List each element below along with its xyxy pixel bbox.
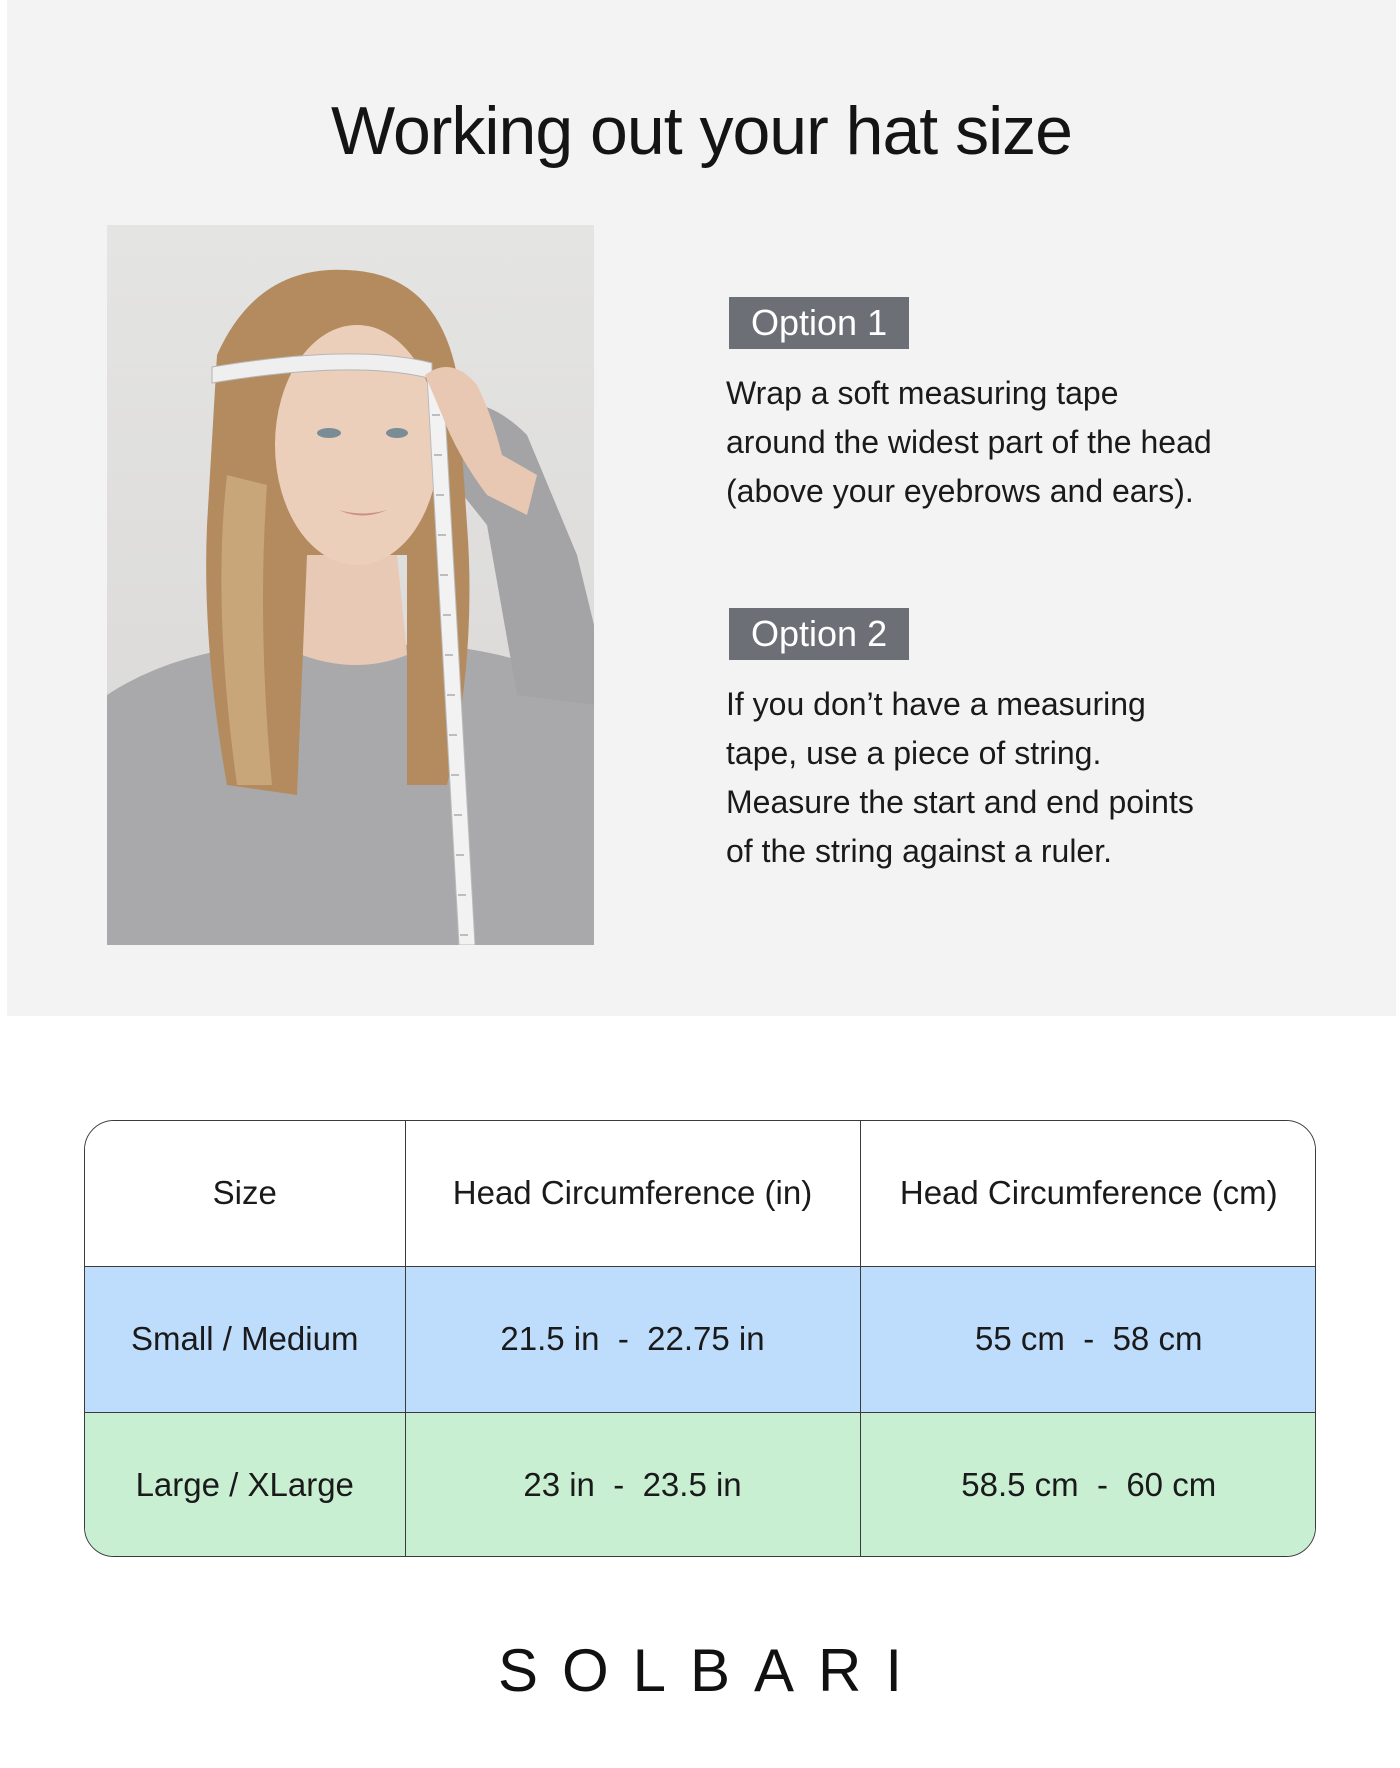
cell-in: 23 in - 23.5 in [405,1412,860,1557]
cell-size: Small / Medium [85,1266,405,1412]
option-2-line: of the string against a ruler. [726,833,1112,869]
option-2-line: If you don’t have a measuring [726,686,1146,722]
cell-cm: 58.5 cm - 60 cm [961,1466,1217,1504]
header-size: Size [85,1121,405,1266]
option-2-text [726,680,1286,876]
option-2-badge: Option 2 [729,608,909,660]
size-chart-table [84,1120,1316,1557]
table-row [85,1266,1316,1412]
option-1-text [726,369,1286,516]
header-circumference-in: Head Circumference (in) [405,1121,860,1266]
measuring-photo [107,225,594,945]
brand-logo: SOLBARI [497,1637,927,1704]
cell-cm: 55 cm - 58 cm [860,1266,1316,1412]
cell-in: 21.5 in - 22.75 in [405,1266,860,1412]
option-2-line: tape, use a piece of string. [726,735,1102,771]
option-1 [726,297,1346,516]
option-2-line: Measure the start and end points [726,784,1194,820]
instructions-panel [7,0,1396,1016]
option-1-line: Wrap a soft measuring tape [726,375,1119,411]
option-1-line: around the widest part of the head [726,424,1212,460]
option-1-line: (above your eyebrows and ears). [726,473,1194,509]
page-title: Working out your hat size [331,93,1072,169]
option-2 [726,608,1346,876]
table-header-row [85,1121,1316,1266]
header-circumference-cm: Head Circumference (cm) [860,1121,1316,1266]
table-row [85,1412,1316,1557]
option-1-badge: Option 1 [729,297,909,349]
cell-size: Large / XLarge [85,1412,405,1557]
